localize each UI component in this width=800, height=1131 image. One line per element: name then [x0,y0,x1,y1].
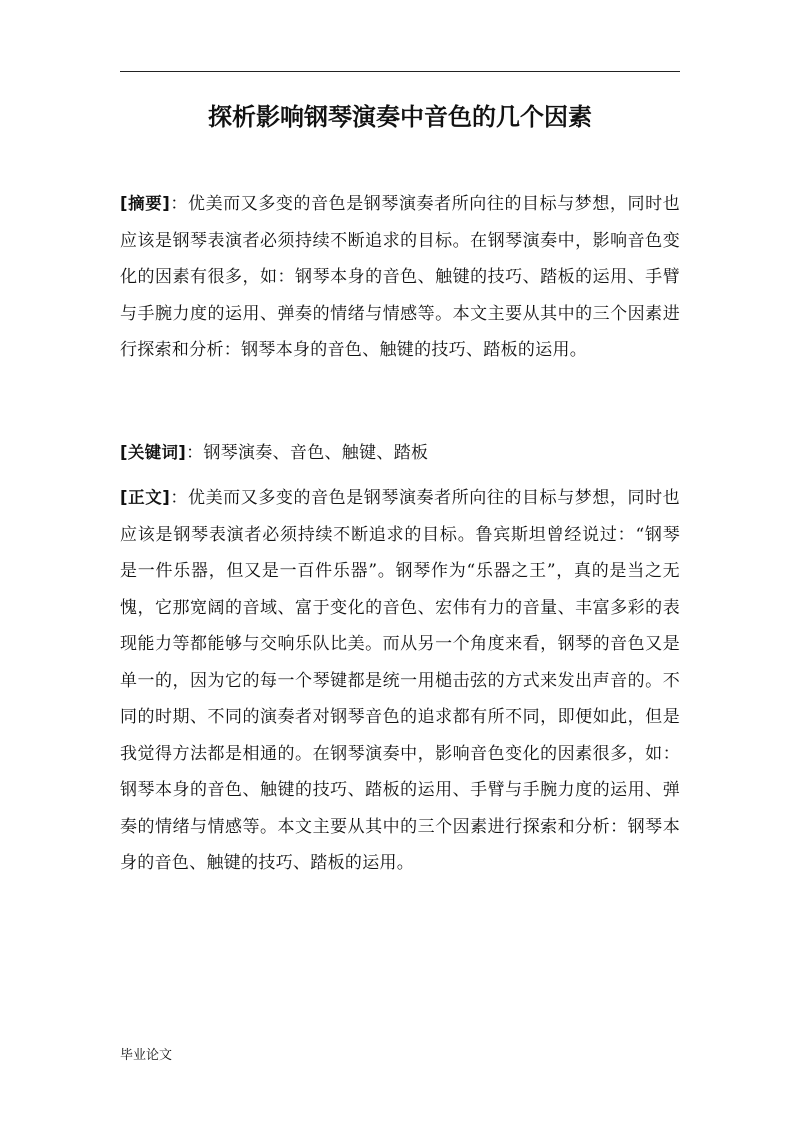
page-title: 探析影响钢琴演奏中音色的几个因素 [208,103,592,131]
main-text-separator: ： [170,488,188,508]
abstract-separator: ： [170,194,188,214]
main-text-body: 优美而又多变的音色是钢琴演奏者所向往的目标与梦想，同时也应该是钢琴表演者必须持续不断追求的目标。鲁宾斯坦曾经说过：“钢琴是一件乐器，但又是一百件乐器”。钢琴作为“乐器之王”，真的是当之无愧，它那宽阔的音域、富于变化的音色、宏伟有力的音量、丰富多彩的表现能力等都能够与交响乐队比美。而从另一个角度来看，钢琴的音色又是单一的，因为它的每一个琴键都是统一用槌击弦的方式来发出声音的。不同的时期、不同的演奏者对钢琴音色的追求都有所不同，即便如此，但是我觉得方法都是相通的。在钢琴演奏中，影响音色变化的因素很多，如：钢琴本身的音色、触键的技巧、踏板的运用、手臂与手腕力度的运用、弹奏的情绪与情感等。本文主要从其中的三个因素进行探索和分析：钢琴本身的音色、触键的技巧、踏板的运用。 [120,488,680,873]
abstract-paragraph [120,186,680,369]
main-text-paragraph [120,480,680,882]
page-footer: 毕业论文 [120,1048,173,1063]
keywords-paragraph [120,435,680,472]
keywords-label: [关键词] [120,443,187,462]
main-text-label: [正文] [120,488,171,507]
keywords-text: 钢琴演奏、音色、触键、踏板 [203,443,429,463]
abstract-label: [摘要] [120,194,171,213]
abstract-text: 优美而又多变的音色是钢琴演奏者所向往的目标与梦想，同时也应该是钢琴表演者必须持续不断追求的目标。在钢琴演奏中，影响音色变化的因素有很多，如：钢琴本身的音色、触键的技巧、踏板的运用、手臂与手腕力度的运用、弹奏的情绪与情感等。本文主要从其中的三个因素进行探索和分析：钢琴本身的音色、触键的技巧、踏板的运用。 [120,194,680,360]
keywords-separator: ： [186,443,204,463]
header-rule [120,71,680,72]
